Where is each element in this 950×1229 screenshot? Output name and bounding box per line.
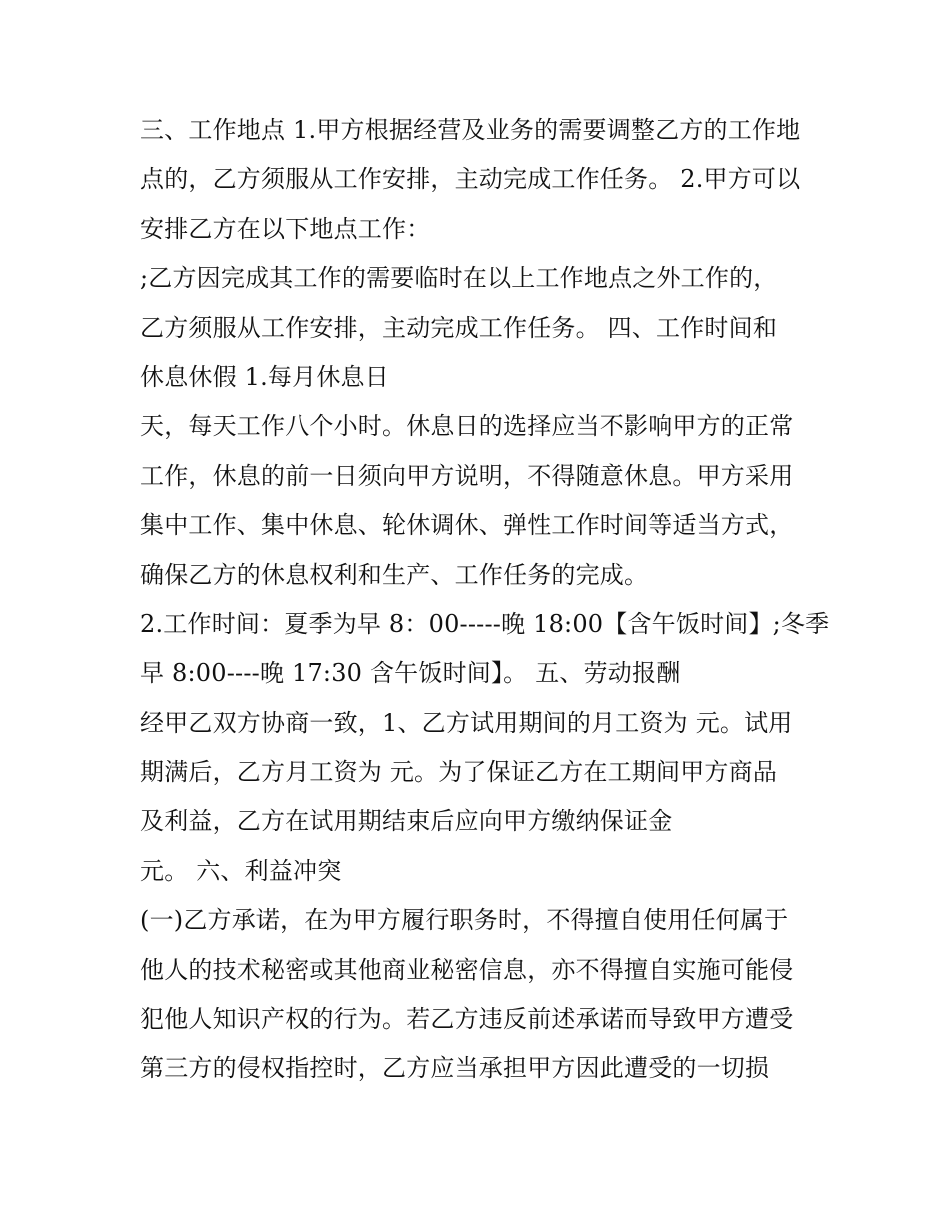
text-line: 他人的技术秘密或其他商业秘密信息，亦不得擅自实施可能侵 xyxy=(140,955,794,984)
text-line: 第三方的侵权指控时，乙方应当承担甲方因此遭受的一切损 xyxy=(140,1054,770,1083)
text-line: 及利益，乙方在试用期结束后应向甲方缴纳保证金 xyxy=(140,807,673,836)
text-line: 期满后，乙方月工资为 元。为了保证乙方在工期间甲方商品 xyxy=(140,758,778,787)
text-line: 集中工作、集中休息、轮休调休、弹性工作时间等适当方式， xyxy=(140,511,794,540)
text-line: 三、工作地点 1.甲方根据经营及业务的需要调整乙方的工作地 xyxy=(140,116,801,144)
text-line: 点的，乙方须服从工作安排，主动完成工作任务。 2.甲方可以 xyxy=(140,165,801,194)
text-line: 工作，休息的前一日须向甲方说明，不得随意休息。甲方采用 xyxy=(140,461,794,490)
text-line: 确保乙方的休息权利和生产、工作任务的完成。 xyxy=(140,560,649,589)
text-line: 2.工作时间：夏季为早 8：00-----晚 18:00【含午饭时间】;冬季 xyxy=(140,609,830,638)
text-line: 天，每天工作八个小时。休息日的选择应当不影响甲方的正常 xyxy=(140,412,794,441)
document-body xyxy=(140,106,840,1094)
text-line: (一)乙方承诺，在为甲方履行职务时，不得擅自使用任何属于 xyxy=(140,906,789,935)
text-line: 乙方须服从工作安排，主动完成工作任务。 四、工作时间和 xyxy=(140,313,778,342)
text-line: 早 8:00----晚 17:30 含午饭时间】。 五、劳动报酬 xyxy=(140,659,681,688)
text-line: 休息休假 1.每月休息日 xyxy=(140,362,389,391)
text-line: 经甲乙双方协商一致，1、乙方试用期间的月工资为 元。试用 xyxy=(140,708,793,737)
text-line: 犯他人知识产权的行为。若乙方违反前述承诺而导致甲方遭受 xyxy=(140,1005,794,1034)
text-line: ;乙方因完成其工作的需要临时在以上工作地点之外工作的， xyxy=(140,264,778,293)
text-line: 元。 六、利益冲突 xyxy=(140,856,342,885)
text-line: 安排乙方在以下地点工作： xyxy=(140,214,431,243)
